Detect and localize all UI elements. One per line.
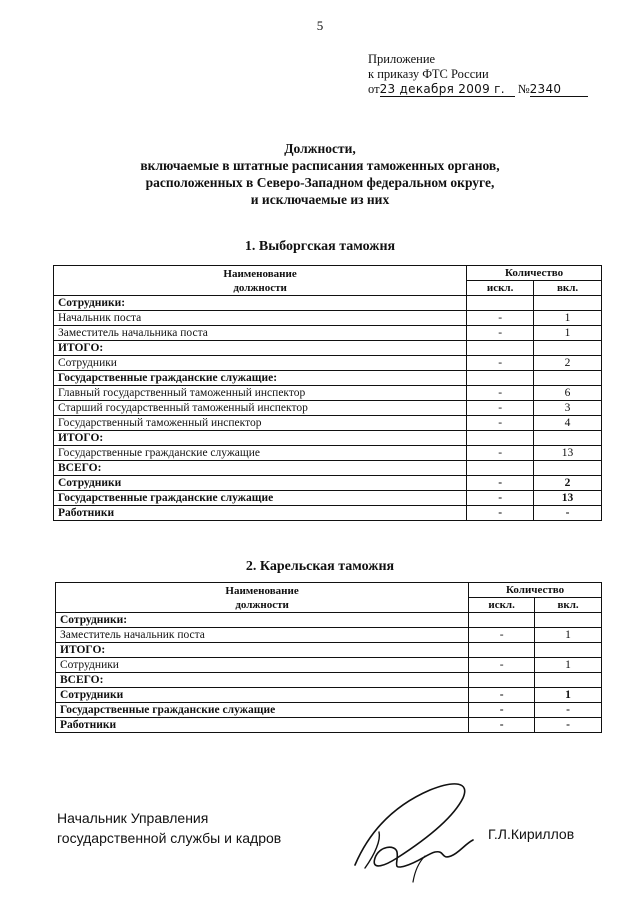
table-row [54, 416, 602, 431]
incl-count-cell: 1 [535, 658, 602, 673]
position-name-cell: Заместитель начальник поста [56, 628, 469, 643]
appendix-line2: к приказу ФТС России [368, 67, 489, 81]
appendix-block [368, 52, 588, 97]
appendix-line1: Приложение [368, 52, 436, 66]
excl-count-cell: - [469, 628, 535, 643]
header-incl: вкл. [535, 598, 602, 613]
position-name-cell: Заместитель начальника поста [54, 326, 467, 341]
signature-position-line1: Начальник Управления [57, 810, 209, 826]
incl-count-cell [535, 643, 602, 658]
header-name-line1: Наименование [225, 584, 299, 597]
title-line1: Должности, [284, 141, 356, 156]
section2-table [55, 582, 602, 733]
excl-count-cell [469, 673, 535, 688]
incl-count-cell [535, 613, 602, 628]
appendix-prefix: от [368, 82, 380, 96]
table-row [54, 446, 602, 461]
section1-body [54, 296, 602, 521]
position-name-cell: ВСЕГО: [54, 461, 467, 476]
position-name-cell: Сотрудники [54, 356, 467, 371]
incl-count-cell [534, 341, 602, 356]
incl-count-cell: 3 [534, 401, 602, 416]
title-line2: включаемые в штатные расписания таможенных органов, [140, 158, 500, 173]
incl-count-cell: - [534, 506, 602, 521]
excl-count-cell [467, 371, 534, 386]
appendix-order-line [368, 82, 588, 97]
table-row [54, 341, 602, 356]
position-name-cell: Государственный таможенный инспектор [54, 416, 467, 431]
position-name-cell: Сотрудники [56, 658, 469, 673]
table-row [56, 613, 602, 628]
table-row [54, 506, 602, 521]
position-name-cell: Государственные гражданские служащие [54, 491, 467, 506]
appendix-number-sign: № [517, 82, 530, 96]
table-row [56, 718, 602, 733]
incl-count-cell: - [535, 718, 602, 733]
incl-count-cell: 1 [534, 311, 602, 326]
handwritten-signature [335, 770, 485, 885]
position-name-cell: Работники [54, 506, 467, 521]
table-row [54, 371, 602, 386]
excl-count-cell: - [469, 703, 535, 718]
incl-count-cell: 1 [535, 688, 602, 703]
table-row [56, 688, 602, 703]
excl-count-cell [467, 296, 534, 311]
excl-count-cell: - [467, 401, 534, 416]
excl-count-cell: - [469, 718, 535, 733]
excl-count-cell: - [467, 446, 534, 461]
excl-count-cell [467, 431, 534, 446]
table-row [54, 401, 602, 416]
table-row [54, 491, 602, 506]
header-qty: Количество [467, 266, 602, 281]
position-name-cell: Сотрудники [56, 688, 469, 703]
document-title [0, 140, 640, 208]
title-line3: расположенных в Северо-Западном федеральном округе, [145, 175, 495, 190]
table-row [56, 643, 602, 658]
header-name [56, 583, 469, 613]
position-name-cell: Государственные гражданские служащие: [54, 371, 467, 386]
table-row [54, 296, 602, 311]
position-name-cell: Сотрудники: [56, 613, 469, 628]
signature-position-line2: государственной службы и кадров [57, 830, 282, 846]
incl-count-cell [534, 371, 602, 386]
excl-count-cell [467, 461, 534, 476]
excl-count-cell: - [467, 491, 534, 506]
header-qty: Количество [469, 583, 602, 598]
excl-count-cell [469, 643, 535, 658]
position-name-cell: Сотрудники [54, 476, 467, 491]
excl-count-cell: - [467, 311, 534, 326]
position-name-cell: ИТОГО: [54, 341, 467, 356]
signer-name: Г.Л.Кириллов [488, 826, 575, 842]
table-row [56, 673, 602, 688]
header-name-line2: должности [233, 281, 287, 294]
incl-count-cell: 13 [534, 446, 602, 461]
position-name-cell: Сотрудники: [54, 296, 467, 311]
incl-count-cell: 2 [534, 356, 602, 371]
incl-count-cell: 4 [534, 416, 602, 431]
table-row [56, 628, 602, 643]
excl-count-cell: - [467, 506, 534, 521]
header-name-line1: Наименование [223, 267, 297, 280]
excl-count-cell: - [467, 416, 534, 431]
signature-position [57, 808, 281, 848]
incl-count-cell [534, 431, 602, 446]
excl-count-cell [467, 341, 534, 356]
position-name-cell: Государственные гражданские служащие [54, 446, 467, 461]
incl-count-cell [534, 461, 602, 476]
incl-count-cell [534, 296, 602, 311]
excl-count-cell: - [467, 386, 534, 401]
table-row [54, 311, 602, 326]
excl-count-cell: - [467, 356, 534, 371]
table-row [54, 356, 602, 371]
appendix-number: 2340 [530, 83, 588, 97]
incl-count-cell: 2 [534, 476, 602, 491]
header-excl: искл. [469, 598, 535, 613]
header-incl: вкл. [534, 281, 602, 296]
table-row [54, 476, 602, 491]
incl-count-cell: - [535, 703, 602, 718]
position-name-cell: ИТОГО: [56, 643, 469, 658]
position-name-cell: Работники [56, 718, 469, 733]
incl-count-cell [535, 673, 602, 688]
table-row [56, 658, 602, 673]
section2-title: 2. Карельская таможня [245, 559, 395, 574]
title-line4: и исключаемые из них [250, 192, 390, 207]
table-row [56, 703, 602, 718]
header-name [54, 266, 467, 296]
position-name-cell: ВСЕГО: [56, 673, 469, 688]
appendix-date: 23 декабря 2009 г. [380, 83, 515, 97]
excl-count-cell: - [469, 688, 535, 703]
position-name-cell: ИТОГО: [54, 431, 467, 446]
table-row [54, 326, 602, 341]
table-row [54, 386, 602, 401]
section1-table [53, 265, 602, 521]
position-name-cell: Начальник поста [54, 311, 467, 326]
incl-count-cell: 1 [534, 326, 602, 341]
incl-count-cell: 6 [534, 386, 602, 401]
excl-count-cell: - [469, 658, 535, 673]
header-excl: искл. [467, 281, 534, 296]
header-name-line2: должности [235, 598, 289, 611]
position-name-cell: Главный государственный таможенный инспектор [54, 386, 467, 401]
excl-count-cell: - [467, 476, 534, 491]
position-name-cell: Старший государственный таможенный инспектор [54, 401, 467, 416]
position-name-cell: Государственные гражданские служащие [56, 703, 469, 718]
table-row [54, 431, 602, 446]
excl-count-cell [469, 613, 535, 628]
incl-count-cell: 1 [535, 628, 602, 643]
table-row [54, 461, 602, 476]
incl-count-cell: 13 [534, 491, 602, 506]
excl-count-cell: - [467, 326, 534, 341]
section1-title: 1. Выборгская таможня [244, 239, 396, 254]
section2-body [56, 613, 602, 733]
page-number: 5 [316, 18, 324, 33]
